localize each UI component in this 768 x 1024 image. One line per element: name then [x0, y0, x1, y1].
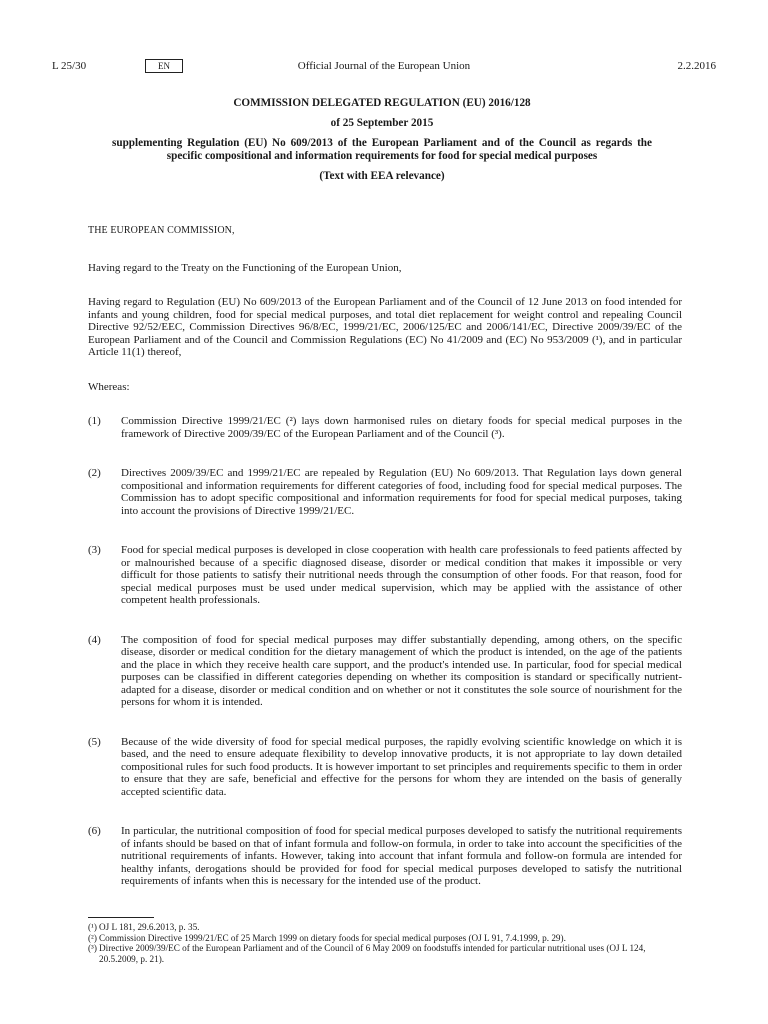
recital — [88, 467, 682, 517]
regulation-date: of 25 September 2015 — [330, 116, 434, 129]
recital — [88, 825, 682, 888]
regulation-title: COMMISSION DELEGATED REGULATION (EU) 2016/128 — [233, 97, 531, 109]
publication-date: 2.2.2016 — [677, 60, 716, 72]
recital-number: (3) — [88, 544, 101, 556]
document-body — [88, 225, 682, 915]
recital-text: Commission Directive 1999/21/EC (²) lays down harmonised rules on dietary foods for special medical purposes in the framework of Directive 2009/39/EC of the European Parliament and of the Council (³). — [121, 415, 682, 440]
recital — [88, 415, 682, 440]
recital — [88, 634, 682, 709]
footnote-mark: (¹) — [88, 922, 97, 932]
recital-text: Directives 2009/39/EC and 1999/21/EC are repealed by Regulation (EU) No 609/2013. That Regulation lays down general compositional and information requirements for different categories of food, including food for special medical purposes. The Commission has to adopt specific compositional and information requirements for food for special medical purposes, taking into account the provisions of Directive 1999/21/EC. — [121, 467, 682, 517]
citation-treaty: Having regard to the Treaty on the Functioning of the European Union, — [88, 261, 402, 274]
footnote — [88, 933, 682, 944]
footnote — [88, 922, 682, 933]
language-badge: EN — [145, 59, 183, 73]
recital-text: The composition of food for special medical purposes may differ substantially depending, among others, on the specific disease, disorder or medical condition for the dietary management of which the product is intended, on the age of the patients and the place in which they receive health care support, and the product's intended use. In particular, food for special medical purposes can be classified in different categories depending on whether its composition is standard or specifically nutrient-adapted for a disease, disorder or medical condition and on whether or not it constitutes the sole source of nourishment for the persons for whom it is intended. — [121, 633, 682, 708]
footnote-divider — [88, 917, 154, 918]
regulation-title-block — [112, 97, 652, 183]
footnote-text: OJ L 181, 29.6.2013, p. 35. — [99, 922, 200, 932]
recital — [88, 736, 682, 799]
recital — [88, 544, 682, 607]
recital-number: (6) — [88, 825, 101, 837]
recital-text: Because of the wide diversity of food for special medical purposes, the rapidly evolving scientific knowledge on which it is based, and the need to ensure adequate flexibility to develop innovative products, it is not appropriate to lay down detailed compositional rules for such food products. It is however important to set principles and requirements specific to them in order to ensure that they are safe, beneficial and effective for the persons for whom they are intended on the basis of generally accepted scientific data. — [121, 735, 682, 798]
footnotes — [88, 917, 682, 964]
journal-title: Official Journal of the European Union — [297, 60, 471, 72]
regulation-subject: supplementing Regulation (EU) No 609/2013 of the European Parliament and of the Council as regards the specific compositional and information requirements for food for special medical purposes — [112, 137, 652, 162]
eea-relevance: (Text with EEA relevance) — [319, 170, 445, 183]
recital-number: (5) — [88, 735, 101, 748]
recital-number: (4) — [88, 633, 101, 646]
footnote-text: Commission Directive 1999/21/EC of 25 March 1999 on dietary foods for special medical purposes (OJ L 91, 7.4.1999, p. 29). — [99, 932, 566, 943]
issuing-body: THE EUROPEAN COMMISSION, — [88, 225, 235, 236]
whereas-heading: Whereas: — [88, 380, 130, 393]
footnote-text: Directive 2009/39/EC of the European Parliament and of the Council of 6 May 2009 on foodstuffs intended for particular nutritional uses (OJ L 124, 20.5.2009, p. 21). — [99, 943, 646, 964]
recital-text: In particular, the nutritional composition of food for special medical purposes developed to satisfy the nutritional requirements of infants should be based on that of infant formula and follow-on formula, in order to take into account the specificities of the nutritional requirements of infants. However, taking into account that infant formula and follow-on formula are intended for healthy infants, derogations should be provided for food for special medical purposes developed to satisfy the nutritional requirements of infants when this is necessary for the intended use of the product. — [121, 825, 682, 887]
footnote-mark: (²) — [88, 932, 97, 943]
footnote-mark: (³) — [88, 943, 97, 954]
recital-text: Food for special medical purposes is developed in close cooperation with health care professionals to feed patients affected by or malnourished because of a specific diagnosed disease, disorder or medical condition that makes it impossible or very difficult for those patients to satisfy their nutritional needs through the consumption of other foods. For that reason, food for special medical purposes must be used under medical supervision, which may be applied with the assistance of other competent health professionals. — [121, 544, 682, 606]
citation-regulation: Having regard to Regulation (EU) No 609/2013 of the European Parliament and of the Council of 12 June 2013 on food intended for infants and young children, food for special medical purposes, and total diet replacement for weight control and repealing Council Directive 92/52/EEC, Commission Directives 96/8/EC, 1999/21/EC, 2006/125/EC and 2006/141/EC, Directive 2009/39/EC of the European Parliament and of the Council and Commission Regulations (EC) No 41/2009 and (EC) No 953/2009 (¹), and in particular Article 11(1) thereof, — [88, 296, 682, 358]
recital-number: (1) — [88, 415, 101, 427]
footnote — [88, 943, 682, 964]
page-reference: L 25/30 — [52, 60, 87, 72]
journal-header — [52, 58, 716, 76]
recital-number: (2) — [88, 467, 101, 479]
